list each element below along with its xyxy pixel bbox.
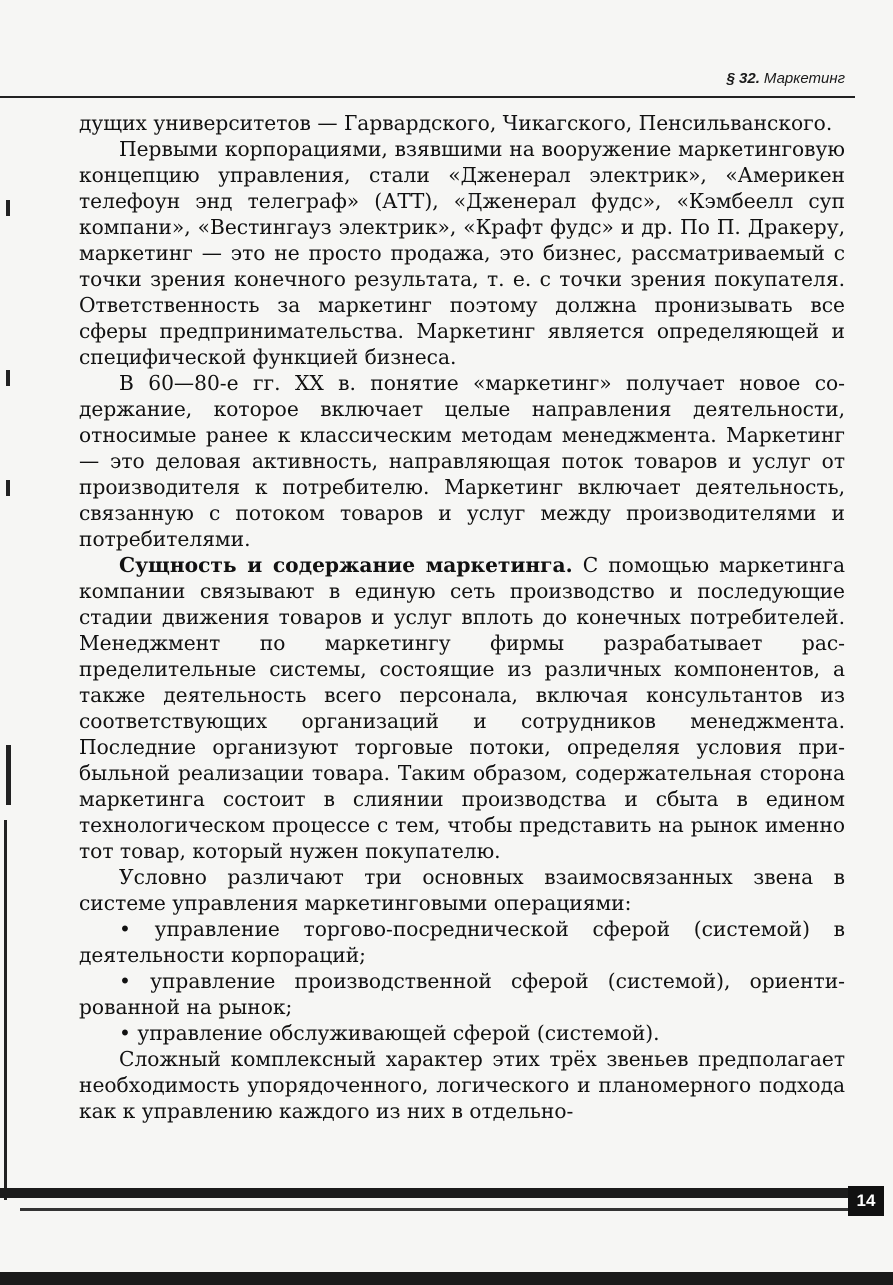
margin-mark bbox=[4, 820, 7, 1200]
list-item: • управление торгово-посреднической сферой (системой) в деятельности корпораций; bbox=[79, 917, 845, 967]
subheading: Сущность и содержание маркетинга. bbox=[119, 553, 573, 577]
page-number: 14 bbox=[848, 1186, 884, 1216]
footer-rule bbox=[20, 1208, 848, 1211]
list-item: • управление обслуживающей сферой (системой). bbox=[119, 1021, 660, 1045]
running-header bbox=[727, 70, 845, 87]
bottom-edge bbox=[0, 1272, 893, 1285]
paragraph-text: С помощью маркетинга компании связывают в единую сеть производство и последующие стадии движения товаров и услуг вплоть до конечных потребителей. Менеджмент по маркетингу фирмы разрабатывает распределительные системы, состоящие из различных компонентов, а также деятельность всего персонала, включая консультантов из соответствующих организаций и сотрудников менеджмента. Последние организуют торговые потоки, определяя условия прибыльной реализации товара. Таким образом, содержательная сторона маркетинга состоит в слиянии производства и сбыта в едином технологическом процессе с тем, чтобы представить на рынок именно тот товар, который нужен покупателю. bbox=[79, 553, 845, 863]
body-text bbox=[79, 110, 845, 1124]
margin-mark bbox=[6, 200, 10, 216]
list-item: • управление производственной сферой (системой), ориентированной на рынок; bbox=[79, 969, 845, 1019]
section-title: Маркетинг bbox=[763, 70, 845, 87]
margin-mark bbox=[6, 480, 10, 496]
footer-bar bbox=[0, 1188, 848, 1198]
margin-mark bbox=[6, 370, 10, 386]
paragraph: дущих университетов — Гарвардского, Чикагского, Пенсильванского. bbox=[79, 111, 833, 135]
paragraph: В 60—80-е гг. XX в. понятие «маркетинг» получает новое содержание, которое включает целые направления деятельности, относимые ранее к классическим методам менеджмента. Маркетинг — это деловая активность, направляющая поток товаров и услуг от производителя к потребителю. Маркетинг включает деятельность, связанную с потоком товаров и услуг между производителями и потребителями. bbox=[79, 371, 845, 551]
paragraph bbox=[79, 552, 845, 864]
section-number: § 32. bbox=[726, 70, 760, 87]
margin-mark bbox=[6, 745, 11, 805]
header-rule bbox=[0, 96, 855, 98]
paragraph: Сложный комплексный характер этих трёх звеньев предполагает необходимость упорядоченного, логического и планомерного подхода как к управлению каждого из них в отдельно- bbox=[79, 1047, 845, 1123]
paragraph: Первыми корпорациями, взявшими на вооружение маркетинговую концепцию управления, стали «Дженерал электрик», «Америкен телефоун энд телеграф» (АТТ), «Дженерал фудс», «Кэмбеелл суп компани», «Вестингауз электрик», «Крафт фудс» и др. По П. Дракеру, маркетинг — это не просто продажа, это бизнес, рассматриваемый с точки зрения конечного результата, т. е. с точки зрения покупателя. Ответственность за маркетинг поэтому должна пронизывать все сферы предпринимательства. Маркетинг является определяющей и специфической функцией бизнеса. bbox=[79, 137, 845, 369]
paragraph: Условно различают три основных взаимосвязанных звена в системе управления маркетинговыми операциями: bbox=[79, 865, 845, 915]
